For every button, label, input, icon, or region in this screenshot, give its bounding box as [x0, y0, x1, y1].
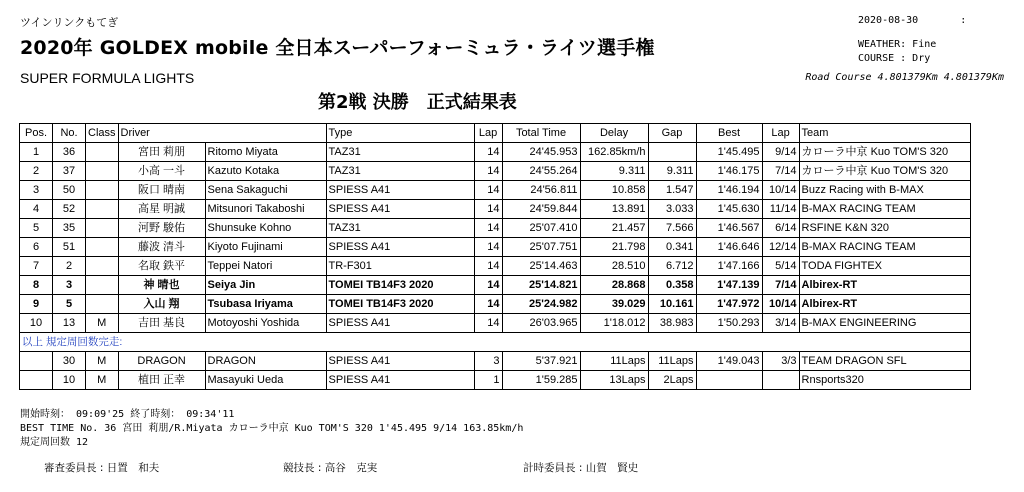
- row-best: 1'49.043: [696, 352, 762, 371]
- row-driver-jp: 吉田 基良: [118, 314, 205, 333]
- row-total-time: 25'14.821: [502, 276, 580, 295]
- row-class: M: [86, 352, 119, 371]
- row-team: Buzz Racing with B-MAX: [799, 181, 970, 200]
- row-lap: 3: [474, 352, 502, 371]
- row-class: [86, 295, 119, 314]
- row-driver-jp: 藤波 清斗: [118, 238, 205, 257]
- table-row: [20, 143, 971, 162]
- table-row: [20, 200, 971, 219]
- row-pos: 9: [20, 295, 53, 314]
- row-driver-en: Ritomo Miyata: [205, 143, 326, 162]
- row-no: 2: [53, 257, 86, 276]
- table-header: [20, 124, 971, 143]
- row-total-time: 26'03.965: [502, 314, 580, 333]
- row-type: TOMEI TB14F3 2020: [326, 295, 474, 314]
- row-best-lap: 3/14: [762, 314, 799, 333]
- row-driver-en: Seiya Jin: [205, 276, 326, 295]
- page-title: 2020年 GOLDEX mobile 全日本スーパーフォーミュラ・ライツ選手権: [20, 37, 655, 59]
- start-end-times: 開始時刻： 09:09'25 終了時刻： 09:34'11: [20, 409, 235, 420]
- row-type: SPIESS A41: [326, 181, 474, 200]
- row-class: M: [86, 371, 119, 390]
- row-best-lap: 7/14: [762, 276, 799, 295]
- row-lap: 14: [474, 219, 502, 238]
- row-pos: 3: [20, 181, 53, 200]
- row-class: M: [86, 314, 119, 333]
- row-team: カローラ中京 Kuo TOM'S 320: [799, 162, 970, 181]
- row-class: [86, 276, 119, 295]
- race-date: [858, 15, 966, 26]
- col-driver: Driver: [118, 124, 326, 143]
- row-pos: 10: [20, 314, 53, 333]
- row-gap: 2Laps: [648, 371, 696, 390]
- row-total-time: 24'59.844: [502, 200, 580, 219]
- row-no: 13: [53, 314, 86, 333]
- table-row: [20, 162, 971, 181]
- table-row: [20, 314, 971, 333]
- col-no: No.: [53, 124, 86, 143]
- row-gap: 9.311: [648, 162, 696, 181]
- date-colon: :: [960, 15, 967, 26]
- classified-separator: [20, 333, 971, 352]
- col-total-time: Total Time: [502, 124, 580, 143]
- row-no: 35: [53, 219, 86, 238]
- row-type: TR-F301: [326, 257, 474, 276]
- timekeeper: 計時委員長 : 山賀 賢史: [523, 462, 639, 474]
- separator-label: 以上 規定周回数完走:: [20, 333, 971, 352]
- best-time-line: BEST TIME No. 36 宮田 莉朋/R.Miyata カローラ中京 Kuo TOM'S 320 1'45.495 9/14 163.85km/h: [20, 423, 524, 434]
- row-total-time: 25'07.410: [502, 219, 580, 238]
- row-no: 52: [53, 200, 86, 219]
- series-name: SUPER FORMULA LIGHTS: [20, 70, 195, 86]
- row-total-time: 24'55.264: [502, 162, 580, 181]
- row-best-lap: 10/14: [762, 295, 799, 314]
- row-lap: 14: [474, 143, 502, 162]
- results-body: [20, 143, 971, 390]
- row-gap: 1.547: [648, 181, 696, 200]
- row-delay: 1'18.012: [580, 314, 648, 333]
- row-gap: 0.358: [648, 276, 696, 295]
- required-laps: 規定周回数 12: [20, 437, 89, 448]
- row-best: 1'45.495: [696, 143, 762, 162]
- row-class: [86, 219, 119, 238]
- row-type: SPIESS A41: [326, 314, 474, 333]
- row-pos: [20, 371, 53, 390]
- row-total-time: 1'59.285: [502, 371, 580, 390]
- row-team: B-MAX ENGINEERING: [799, 314, 970, 333]
- row-lap: 14: [474, 200, 502, 219]
- row-team: RSFINE K&N 320: [799, 219, 970, 238]
- row-driver-jp: 河野 駿佑: [118, 219, 205, 238]
- col-lap: Lap: [474, 124, 502, 143]
- row-team: TODA FIGHTEX: [799, 257, 970, 276]
- row-best-lap: 10/14: [762, 181, 799, 200]
- row-gap: 7.566: [648, 219, 696, 238]
- row-driver-en: Mitsunori Takaboshi: [205, 200, 326, 219]
- table-row: [20, 181, 971, 200]
- row-gap: 0.341: [648, 238, 696, 257]
- row-delay: 13.891: [580, 200, 648, 219]
- row-lap: 14: [474, 257, 502, 276]
- row-no: 5: [53, 295, 86, 314]
- row-delay: 13Laps: [580, 371, 648, 390]
- row-team: Rnsports320: [799, 371, 970, 390]
- row-best-lap: 3/3: [762, 352, 799, 371]
- row-lap: 14: [474, 314, 502, 333]
- row-pos: 1: [20, 143, 53, 162]
- row-pos: 8: [20, 276, 53, 295]
- row-team: カローラ中京 Kuo TOM'S 320: [799, 143, 970, 162]
- row-driver-en: Teppei Natori: [205, 257, 326, 276]
- row-best: 1'47.972: [696, 295, 762, 314]
- row-team: B-MAX RACING TEAM: [799, 200, 970, 219]
- row-no: 10: [53, 371, 86, 390]
- col-team: Team: [799, 124, 970, 143]
- row-delay: 9.311: [580, 162, 648, 181]
- col-gap: Gap: [648, 124, 696, 143]
- row-pos: 7: [20, 257, 53, 276]
- row-best: 1'45.630: [696, 200, 762, 219]
- col-delay: Delay: [580, 124, 648, 143]
- row-total-time: 24'45.953: [502, 143, 580, 162]
- row-gap: 11Laps: [648, 352, 696, 371]
- row-class: [86, 181, 119, 200]
- row-delay: 39.029: [580, 295, 648, 314]
- row-driver-en: Kazuto Kotaka: [205, 162, 326, 181]
- row-best-lap: 9/14: [762, 143, 799, 162]
- row-no: 30: [53, 352, 86, 371]
- row-best: 1'46.194: [696, 181, 762, 200]
- results-table: [19, 123, 971, 390]
- row-pos: 4: [20, 200, 53, 219]
- row-delay: 28.510: [580, 257, 648, 276]
- row-type: SPIESS A41: [326, 200, 474, 219]
- col-best-lap: Lap: [762, 124, 799, 143]
- row-gap: 3.033: [648, 200, 696, 219]
- date-value: 2020-08-30: [858, 15, 919, 26]
- table-row: [20, 257, 971, 276]
- row-pos: 5: [20, 219, 53, 238]
- row-best: 1'47.139: [696, 276, 762, 295]
- col-pos: Pos.: [20, 124, 53, 143]
- row-type: SPIESS A41: [326, 352, 474, 371]
- row-lap: 14: [474, 162, 502, 181]
- weather: WEATHER: Fine: [858, 39, 937, 50]
- row-team: Albirex-RT: [799, 295, 970, 314]
- row-no: 50: [53, 181, 86, 200]
- row-driver-jp: 阪口 晴南: [118, 181, 205, 200]
- row-total-time: 25'24.982: [502, 295, 580, 314]
- row-best-lap: 5/14: [762, 257, 799, 276]
- row-best: 1'46.567: [696, 219, 762, 238]
- row-lap: 1: [474, 371, 502, 390]
- row-best-lap: 11/14: [762, 200, 799, 219]
- row-no: 37: [53, 162, 86, 181]
- table-row: [20, 276, 971, 295]
- road-course: Road Course 4.801379Km 4.801379Km: [805, 72, 1004, 83]
- row-driver-en: Shunsuke Kohno: [205, 219, 326, 238]
- steward: 審査委員長 : 日置 和夫: [44, 462, 160, 474]
- table-row: [20, 352, 971, 371]
- row-driver-jp: 神 晴也: [118, 276, 205, 295]
- row-pos: 6: [20, 238, 53, 257]
- row-type: TAZ31: [326, 162, 474, 181]
- row-delay: 10.858: [580, 181, 648, 200]
- row-class: [86, 162, 119, 181]
- row-driver-en: Motoyoshi Yoshida: [205, 314, 326, 333]
- row-driver-en: Tsubasa Iriyama: [205, 295, 326, 314]
- row-lap: 14: [474, 181, 502, 200]
- row-best: 1'47.166: [696, 257, 762, 276]
- row-best-lap: 7/14: [762, 162, 799, 181]
- row-driver-jp: 小高 一斗: [118, 162, 205, 181]
- col-best: Best: [696, 124, 762, 143]
- row-pos: [20, 352, 53, 371]
- row-no: 36: [53, 143, 86, 162]
- row-team: B-MAX RACING TEAM: [799, 238, 970, 257]
- col-class: Class: [86, 124, 119, 143]
- row-driver-jp: 高星 明誠: [118, 200, 205, 219]
- row-best: 1'46.175: [696, 162, 762, 181]
- row-total-time: 25'07.751: [502, 238, 580, 257]
- row-driver-en: Sena Sakaguchi: [205, 181, 326, 200]
- row-no: 51: [53, 238, 86, 257]
- row-driver-jp: 宮田 莉朋: [118, 143, 205, 162]
- row-team: Albirex-RT: [799, 276, 970, 295]
- row-driver-jp: 植田 正幸: [118, 371, 205, 390]
- row-type: TOMEI TB14F3 2020: [326, 276, 474, 295]
- row-driver-jp: DRAGON: [118, 352, 205, 371]
- race-director: 競技長 : 高谷 克実: [283, 462, 378, 474]
- row-type: TAZ31: [326, 143, 474, 162]
- row-driver-jp: 入山 翔: [118, 295, 205, 314]
- row-delay: 21.457: [580, 219, 648, 238]
- row-best-lap: [762, 371, 799, 390]
- row-total-time: 25'14.463: [502, 257, 580, 276]
- row-gap: 10.161: [648, 295, 696, 314]
- row-driver-en: DRAGON: [205, 352, 326, 371]
- row-driver-en: Kiyoto Fujinami: [205, 238, 326, 257]
- row-pos: 2: [20, 162, 53, 181]
- row-best-lap: 6/14: [762, 219, 799, 238]
- row-driver-en: Masayuki Ueda: [205, 371, 326, 390]
- row-team: TEAM DRAGON SFL: [799, 352, 970, 371]
- row-lap: 14: [474, 276, 502, 295]
- row-best: 1'46.646: [696, 238, 762, 257]
- row-class: [86, 238, 119, 257]
- row-class: [86, 200, 119, 219]
- row-best-lap: 12/14: [762, 238, 799, 257]
- row-delay: 162.85km/h: [580, 143, 648, 162]
- row-delay: 11Laps: [580, 352, 648, 371]
- course-condition: COURSE : Dry: [858, 53, 931, 64]
- row-type: SPIESS A41: [326, 371, 474, 390]
- row-type: TAZ31: [326, 219, 474, 238]
- row-lap: 14: [474, 295, 502, 314]
- row-best: [696, 371, 762, 390]
- row-total-time: 24'56.811: [502, 181, 580, 200]
- row-gap: [648, 143, 696, 162]
- row-total-time: 5'37.921: [502, 352, 580, 371]
- row-class: [86, 143, 119, 162]
- row-no: 3: [53, 276, 86, 295]
- table-row: [20, 219, 971, 238]
- table-row: [20, 295, 971, 314]
- organizer: ツインリンクもてぎ: [20, 16, 119, 29]
- row-delay: 28.868: [580, 276, 648, 295]
- row-gap: 38.983: [648, 314, 696, 333]
- result-subtitle: 第2戦 決勝 正式結果表: [318, 92, 517, 113]
- table-row: [20, 371, 971, 390]
- row-delay: 21.798: [580, 238, 648, 257]
- row-best: 1'50.293: [696, 314, 762, 333]
- col-type: Type: [326, 124, 474, 143]
- row-driver-jp: 名取 鉄平: [118, 257, 205, 276]
- row-class: [86, 257, 119, 276]
- table-row: [20, 238, 971, 257]
- row-gap: 6.712: [648, 257, 696, 276]
- row-lap: 14: [474, 238, 502, 257]
- row-type: SPIESS A41: [326, 238, 474, 257]
